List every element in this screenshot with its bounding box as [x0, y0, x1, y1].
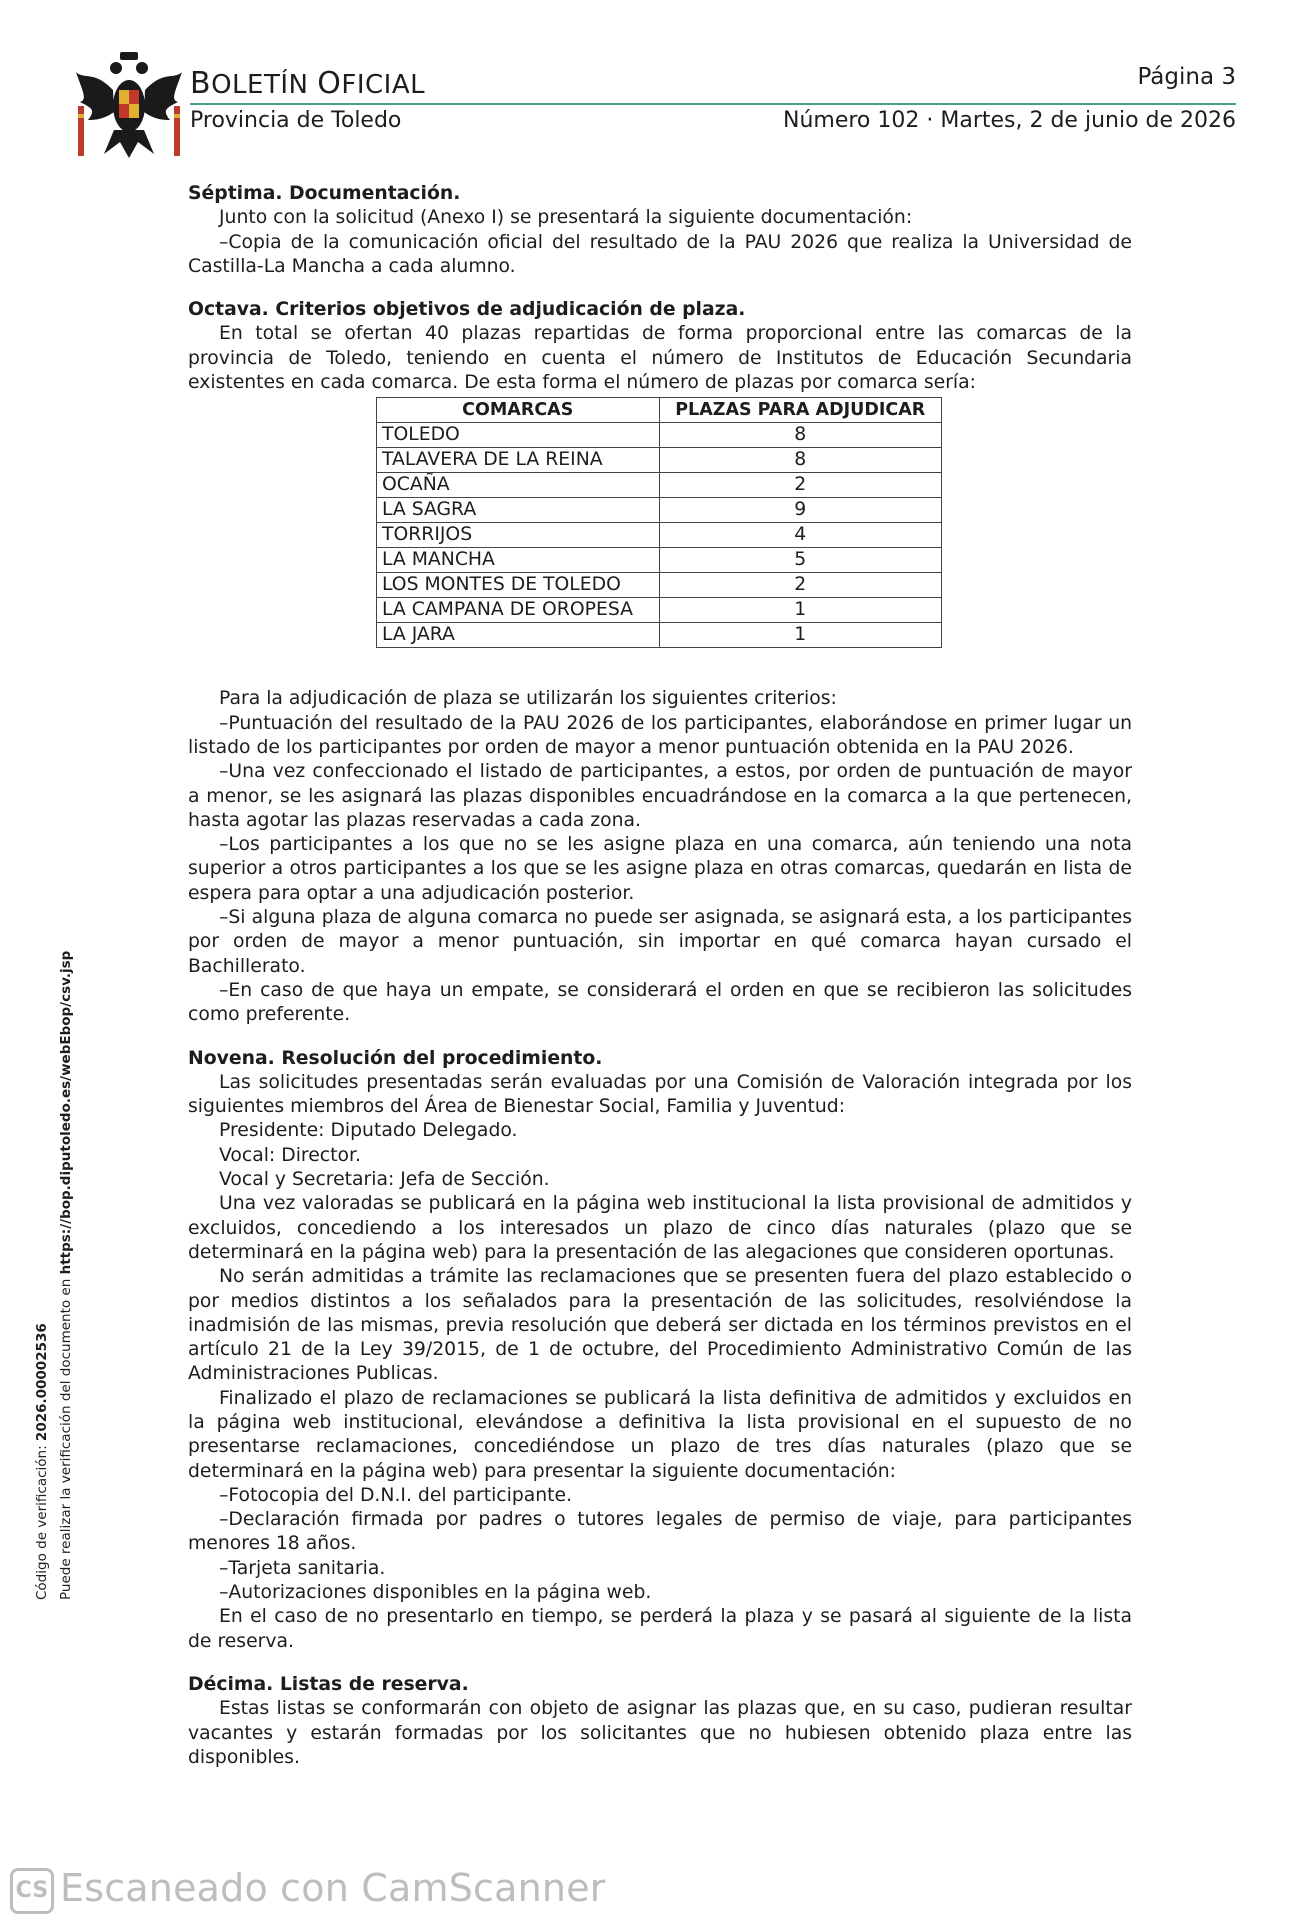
bulletin-title-rest-2: FICIAL	[341, 70, 426, 100]
comarca-cell: LOS MONTES DE TOLEDO	[377, 573, 660, 598]
paragraph: –Declaración firmada por padres o tutores legales de permiso de viaje, para participantes menores 18 años.	[188, 1509, 1132, 1555]
issue-info: Número 102 · Martes, 2 de junio de 2026	[783, 108, 1236, 133]
plazas-cell: 2	[659, 573, 942, 598]
paragraph: No serán admitidas a trámite las reclamaciones que se presenten fuera del plazo establecido o por medios distintos a los señalados para la presentación de las solicitudes, resolviéndose la inadmisión de las mismas, previa resolución que deberá ser dictada en los términos previstos en el artículo 21 de la Ley 39/2015, de 1 de octubre, del Procedimiento Administrativo Común de las Administraciones Publicas.	[188, 1266, 1132, 1385]
page-number: Página 3	[1137, 64, 1236, 90]
paragraph: Vocal: Director.	[219, 1144, 361, 1166]
plazas-cell: 8	[659, 423, 942, 448]
bulletin-title-initial-2: O	[317, 66, 342, 101]
camscanner-logo: CS	[10, 1868, 54, 1914]
bulletin-title-rest-1: OLETÍN	[211, 70, 318, 100]
paragraph: Junto con la solicitud (Anexo I) se presentará la siguiente documentación:	[219, 207, 913, 229]
comarca-cell: TOLEDO	[377, 423, 660, 448]
plazas-table	[376, 397, 942, 648]
table-row	[377, 423, 942, 448]
table-row	[377, 573, 942, 598]
section-heading-decima: Décima. Listas de reserva.	[188, 1673, 469, 1695]
section-heading-novena: Novena. Resolución del procedimiento.	[188, 1047, 603, 1069]
paragraph: Para la adjudicación de plaza se utilizarán los siguientes criterios:	[219, 688, 837, 710]
table-row	[377, 598, 942, 623]
paragraph: Una vez valoradas se publicará en la página web institucional la lista provisional de admitidos y excluidos, concediendo a los interesados un plazo de cinco días naturales (plazo que se determinará en la página web) para la presentación de las alegaciones que consideren oportunas.	[188, 1193, 1132, 1263]
paragraph: –Puntuación del resultado de la PAU 2026 de los participantes, elaborándose en primer lugar un listado de los participantes por orden de mayor a menor puntuación obtenida en la PAU 2026.	[188, 712, 1132, 758]
bulletin-title-initial-1: B	[190, 66, 212, 101]
paragraph: –Copia de la comunicación oficial del resultado de la PAU 2026 que realiza la Universidad de Castilla-La Mancha a cada alumno.	[188, 231, 1132, 277]
comarca-cell: LA MANCHA	[377, 548, 660, 573]
paragraph: –Una vez confeccionado el listado de participantes, a estos, por orden de puntuación de mayor a menor, se les asignará las plazas disponibles encuadrándose en la comarca a la que pertenecen, hasta agotar las plazas reservadas a cada zona.	[188, 761, 1132, 831]
verification-code: 2026.00002536	[34, 1323, 50, 1442]
section-heading-octava: Octava. Criterios objetivos de adjudicación de plaza.	[188, 299, 746, 321]
plazas-cell: 2	[659, 473, 942, 498]
table-row	[377, 548, 942, 573]
plazas-cell: 5	[659, 548, 942, 573]
verification-url-label: Puede realizar la verificación del documento en	[58, 1274, 74, 1600]
paragraph: Estas listas se conformarán con objeto de asignar las plazas que, en su caso, pudieran resultar vacantes y estarán formadas por los solicitantes que no hubiesen obtenido plaza entre las disponibles.	[188, 1698, 1132, 1768]
section-heading-septima: Séptima. Documentación.	[188, 183, 461, 204]
bulletin-title	[190, 66, 425, 101]
verification-code-line	[30, 951, 54, 1600]
camscanner-watermark	[10, 1866, 606, 1914]
verification-url-line	[54, 951, 78, 1600]
paragraph: –En caso de que haya un empate, se considerará el orden en que se recibieron las solicitudes como preferente.	[188, 979, 1132, 1026]
table-header-row	[377, 398, 942, 423]
plazas-table-wrapper	[188, 397, 1132, 687]
table-row	[377, 473, 942, 498]
column-header-comarcas: COMARCAS	[377, 398, 660, 423]
document-body	[188, 182, 1132, 1770]
province-name: Provincia de Toledo	[190, 108, 402, 133]
comarca-cell: LA JARA	[377, 623, 660, 648]
comarca-cell: TALAVERA DE LA REINA	[377, 448, 660, 473]
column-header-plazas: PLAZAS PARA ADJUDICAR	[659, 398, 942, 423]
verification-strip	[30, 951, 78, 1600]
paragraph: Vocal y Secretaria: Jefa de Sección.	[219, 1169, 550, 1191]
camscanner-text: Escaneado con CamScanner	[60, 1866, 606, 1910]
verification-code-label: Código de verificación:	[34, 1441, 50, 1600]
paragraph: –Autorizaciones disponibles en la página web.	[219, 1582, 652, 1604]
plazas-cell: 1	[659, 598, 942, 623]
comarca-cell: TORRIJOS	[377, 523, 660, 548]
table-row	[377, 523, 942, 548]
comarca-cell: OCAÑA	[377, 473, 660, 498]
paragraph: –Tarjeta sanitaria.	[219, 1557, 386, 1579]
plazas-cell: 1	[659, 623, 942, 648]
comarca-cell: LA CAMPANA DE OROPESA	[377, 598, 660, 623]
paragraph: –Fotocopia del D.N.I. del participante.	[219, 1484, 573, 1506]
header-rule	[190, 103, 1236, 105]
verification-url[interactable]: https://bop.diputoledo.es/webEbop/csv.jsp	[58, 950, 74, 1275]
page-header	[0, 0, 1316, 170]
paragraph: Presidente: Diputado Delegado.	[219, 1120, 518, 1142]
table-row	[377, 498, 942, 523]
paragraph: Las solicitudes presentadas serán evaluadas por una Comisión de Valoración integrada por los siguientes miembros del Área de Bienestar Social, Familia y Juventud:	[188, 1071, 1132, 1118]
paragraph: En total se ofertan 40 plazas repartidas de forma proporcional entre las comarcas de la provincia de Toledo, teniendo en cuenta el número de Institutos de Educación Secundaria existentes en cada comarca. De esta forma el número de plazas por comarca sería:	[188, 323, 1132, 394]
paragraph: –Los participantes a los que no se les asigne plaza en una comarca, aún teniendo una nota superior a otros participantes a los que se les asigne plaza en otras comarcas, quedarán en lista de espera para optar a una adjudicación posterior.	[188, 834, 1132, 904]
comarca-cell: LA SAGRA	[377, 498, 660, 523]
paragraph: Finalizado el plazo de reclamaciones se publicará la lista definitiva de admitidos y excluidos en la página web institucional, elevándose a definitiva la lista provisional en el supuesto de no presentarse reclamaciones, concediéndose un plazo de tres días naturales (plazo que se determinará en la página web) para presentar la siguiente documentación:	[188, 1387, 1132, 1482]
table-row	[377, 448, 942, 473]
toledo-crest-icon	[74, 50, 184, 162]
plazas-cell: 8	[659, 448, 942, 473]
paragraph: En el caso de no presentarlo en tiempo, se perderá la plaza y se pasará al siguiente de la lista de reserva.	[188, 1606, 1132, 1652]
plazas-cell: 9	[659, 498, 942, 523]
paragraph: –Si alguna plaza de alguna comarca no puede ser asignada, se asignará esta, a los participantes por orden de mayor a menor puntuación, sin importar en qué comarca hayan cursado el Bachillerato.	[188, 907, 1132, 977]
plazas-cell: 4	[659, 523, 942, 548]
table-row	[377, 623, 942, 648]
